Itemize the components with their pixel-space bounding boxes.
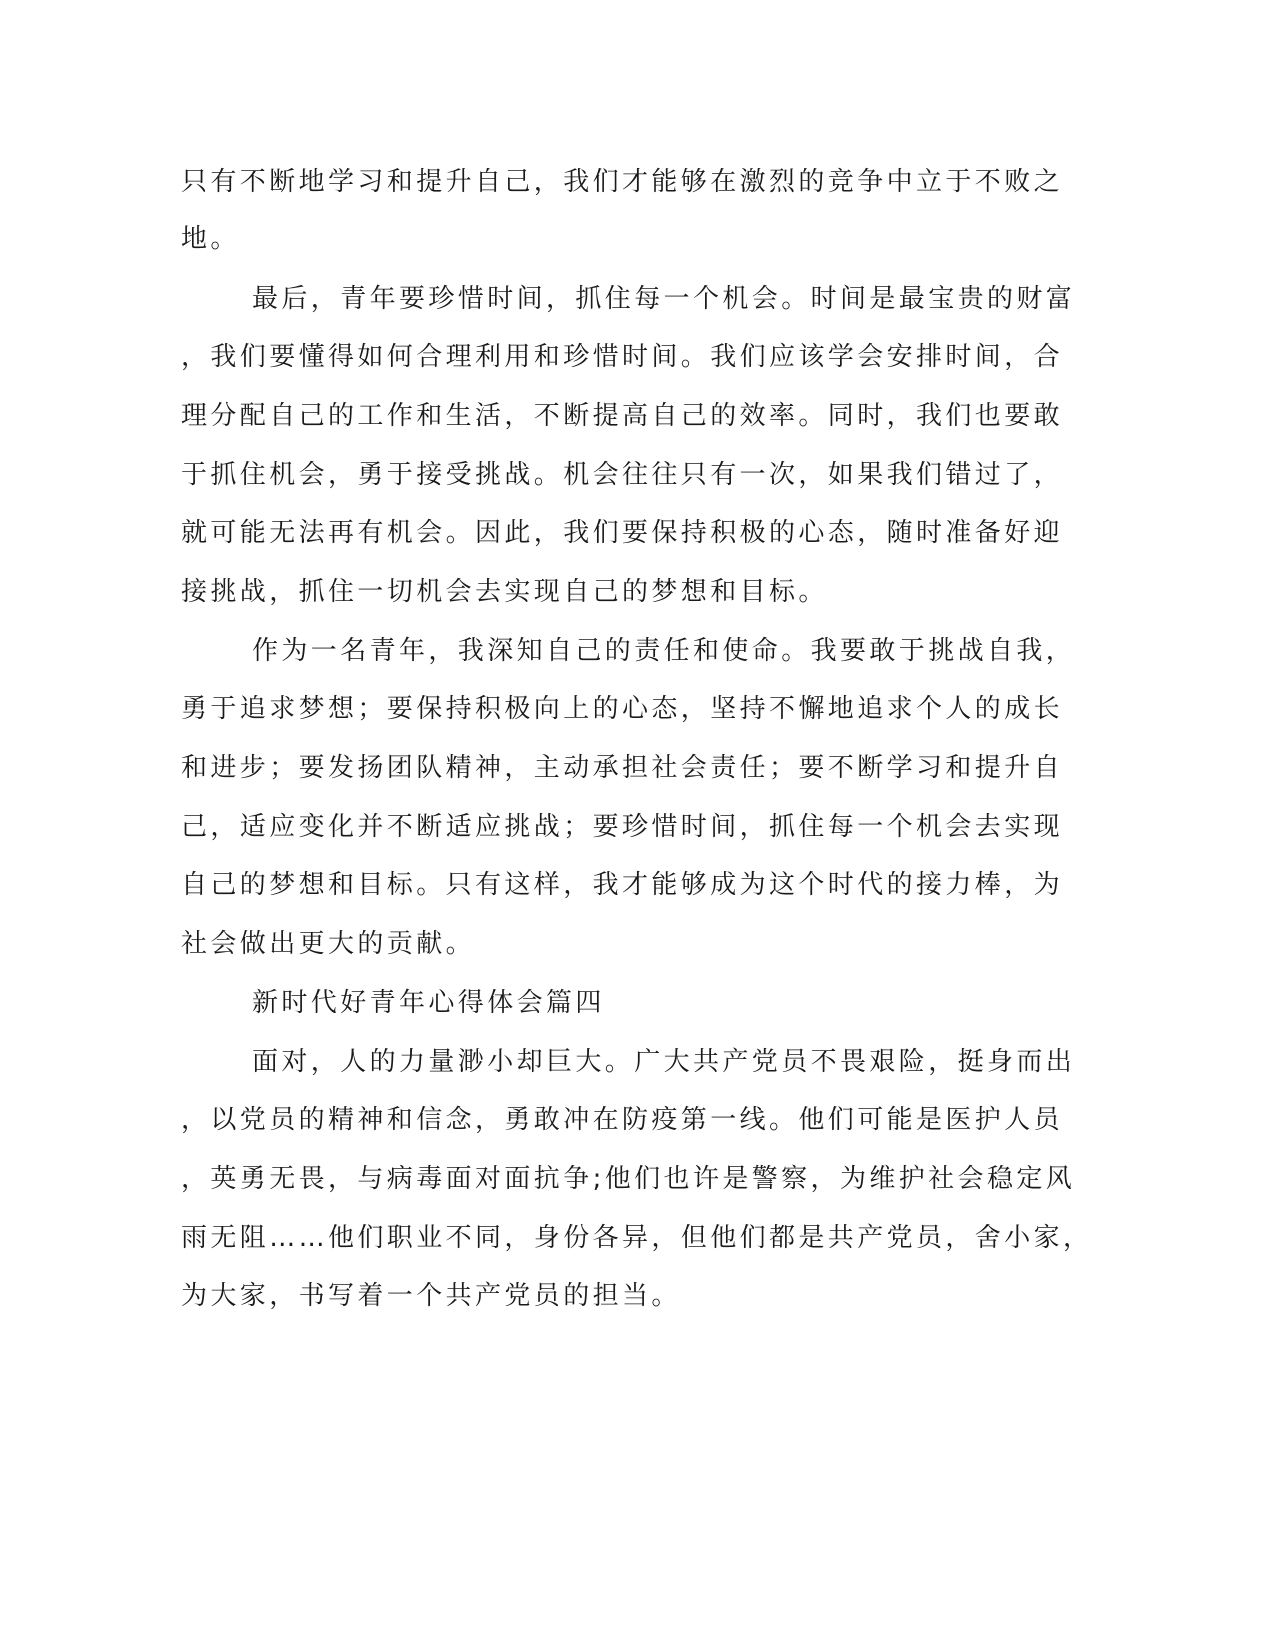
heading-text: 新时代好青年心得体会篇四 <box>252 988 605 1018</box>
text-line: 己，适应变化并不断适应挑战；要珍惜时间，抓住每一个机会去实现 <box>181 812 1064 842</box>
text-line: 最后，青年要珍惜时间，抓住每一个机会。时间是最宝贵的财富 <box>252 284 1076 314</box>
text-line: 社会做出更大的贡献。 <box>181 929 476 959</box>
text-line: 面对，人的力量渺小却巨大。广大共产党员不畏艰险，挺身而出 <box>252 1047 1076 1077</box>
text-line: ，英勇无畏，与病毒面对面抗争;他们也许是警察，为维护社会稳定风 <box>181 1164 1076 1194</box>
text-line: 自己的梦想和目标。只有这样，我才能够成为这个时代的接力棒，为 <box>181 870 1064 900</box>
text-line: 雨无阻……他们职业不同，身份各异，但他们都是共产党员，舍小家， <box>181 1223 1093 1253</box>
text-line: 和进步；要发扬团队精神，主动承担社会责任；要不断学习和提升自 <box>181 753 1064 783</box>
text-line: 接挑战，抓住一切机会去实现自己的梦想和目标。 <box>181 577 828 607</box>
text-line: ，以党员的精神和信念，勇敢冲在防疫第一线。他们可能是医护人员 <box>181 1105 1064 1135</box>
text-line: 勇于追求梦想；要保持积极向上的心态，坚持不懈地追求个人的成长 <box>181 694 1064 724</box>
text-line: 为大家，书写着一个共产党员的担当。 <box>181 1281 681 1311</box>
text-line: 就可能无法再有机会。因此，我们要保持积极的心态，随时准备好迎 <box>181 518 1064 548</box>
text-line: 理分配自己的工作和生活，不断提高自己的效率。同时，我们也要敢 <box>181 401 1064 431</box>
text-line: 只有不断地学习和提升自己，我们才能够在激烈的竞争中立于不败之 <box>181 167 1064 197</box>
text-line: 地。 <box>181 224 240 254</box>
text-line: ，我们要懂得如何合理利用和珍惜时间。我们应该学会安排时间，合 <box>181 342 1064 372</box>
text-line: 作为一名青年，我深知自己的责任和使命。我要敢于挑战自我， <box>252 636 1076 666</box>
text-line: 于抓住机会，勇于接受挑战。机会往往只有一次，如果我们错过了， <box>181 460 1064 490</box>
